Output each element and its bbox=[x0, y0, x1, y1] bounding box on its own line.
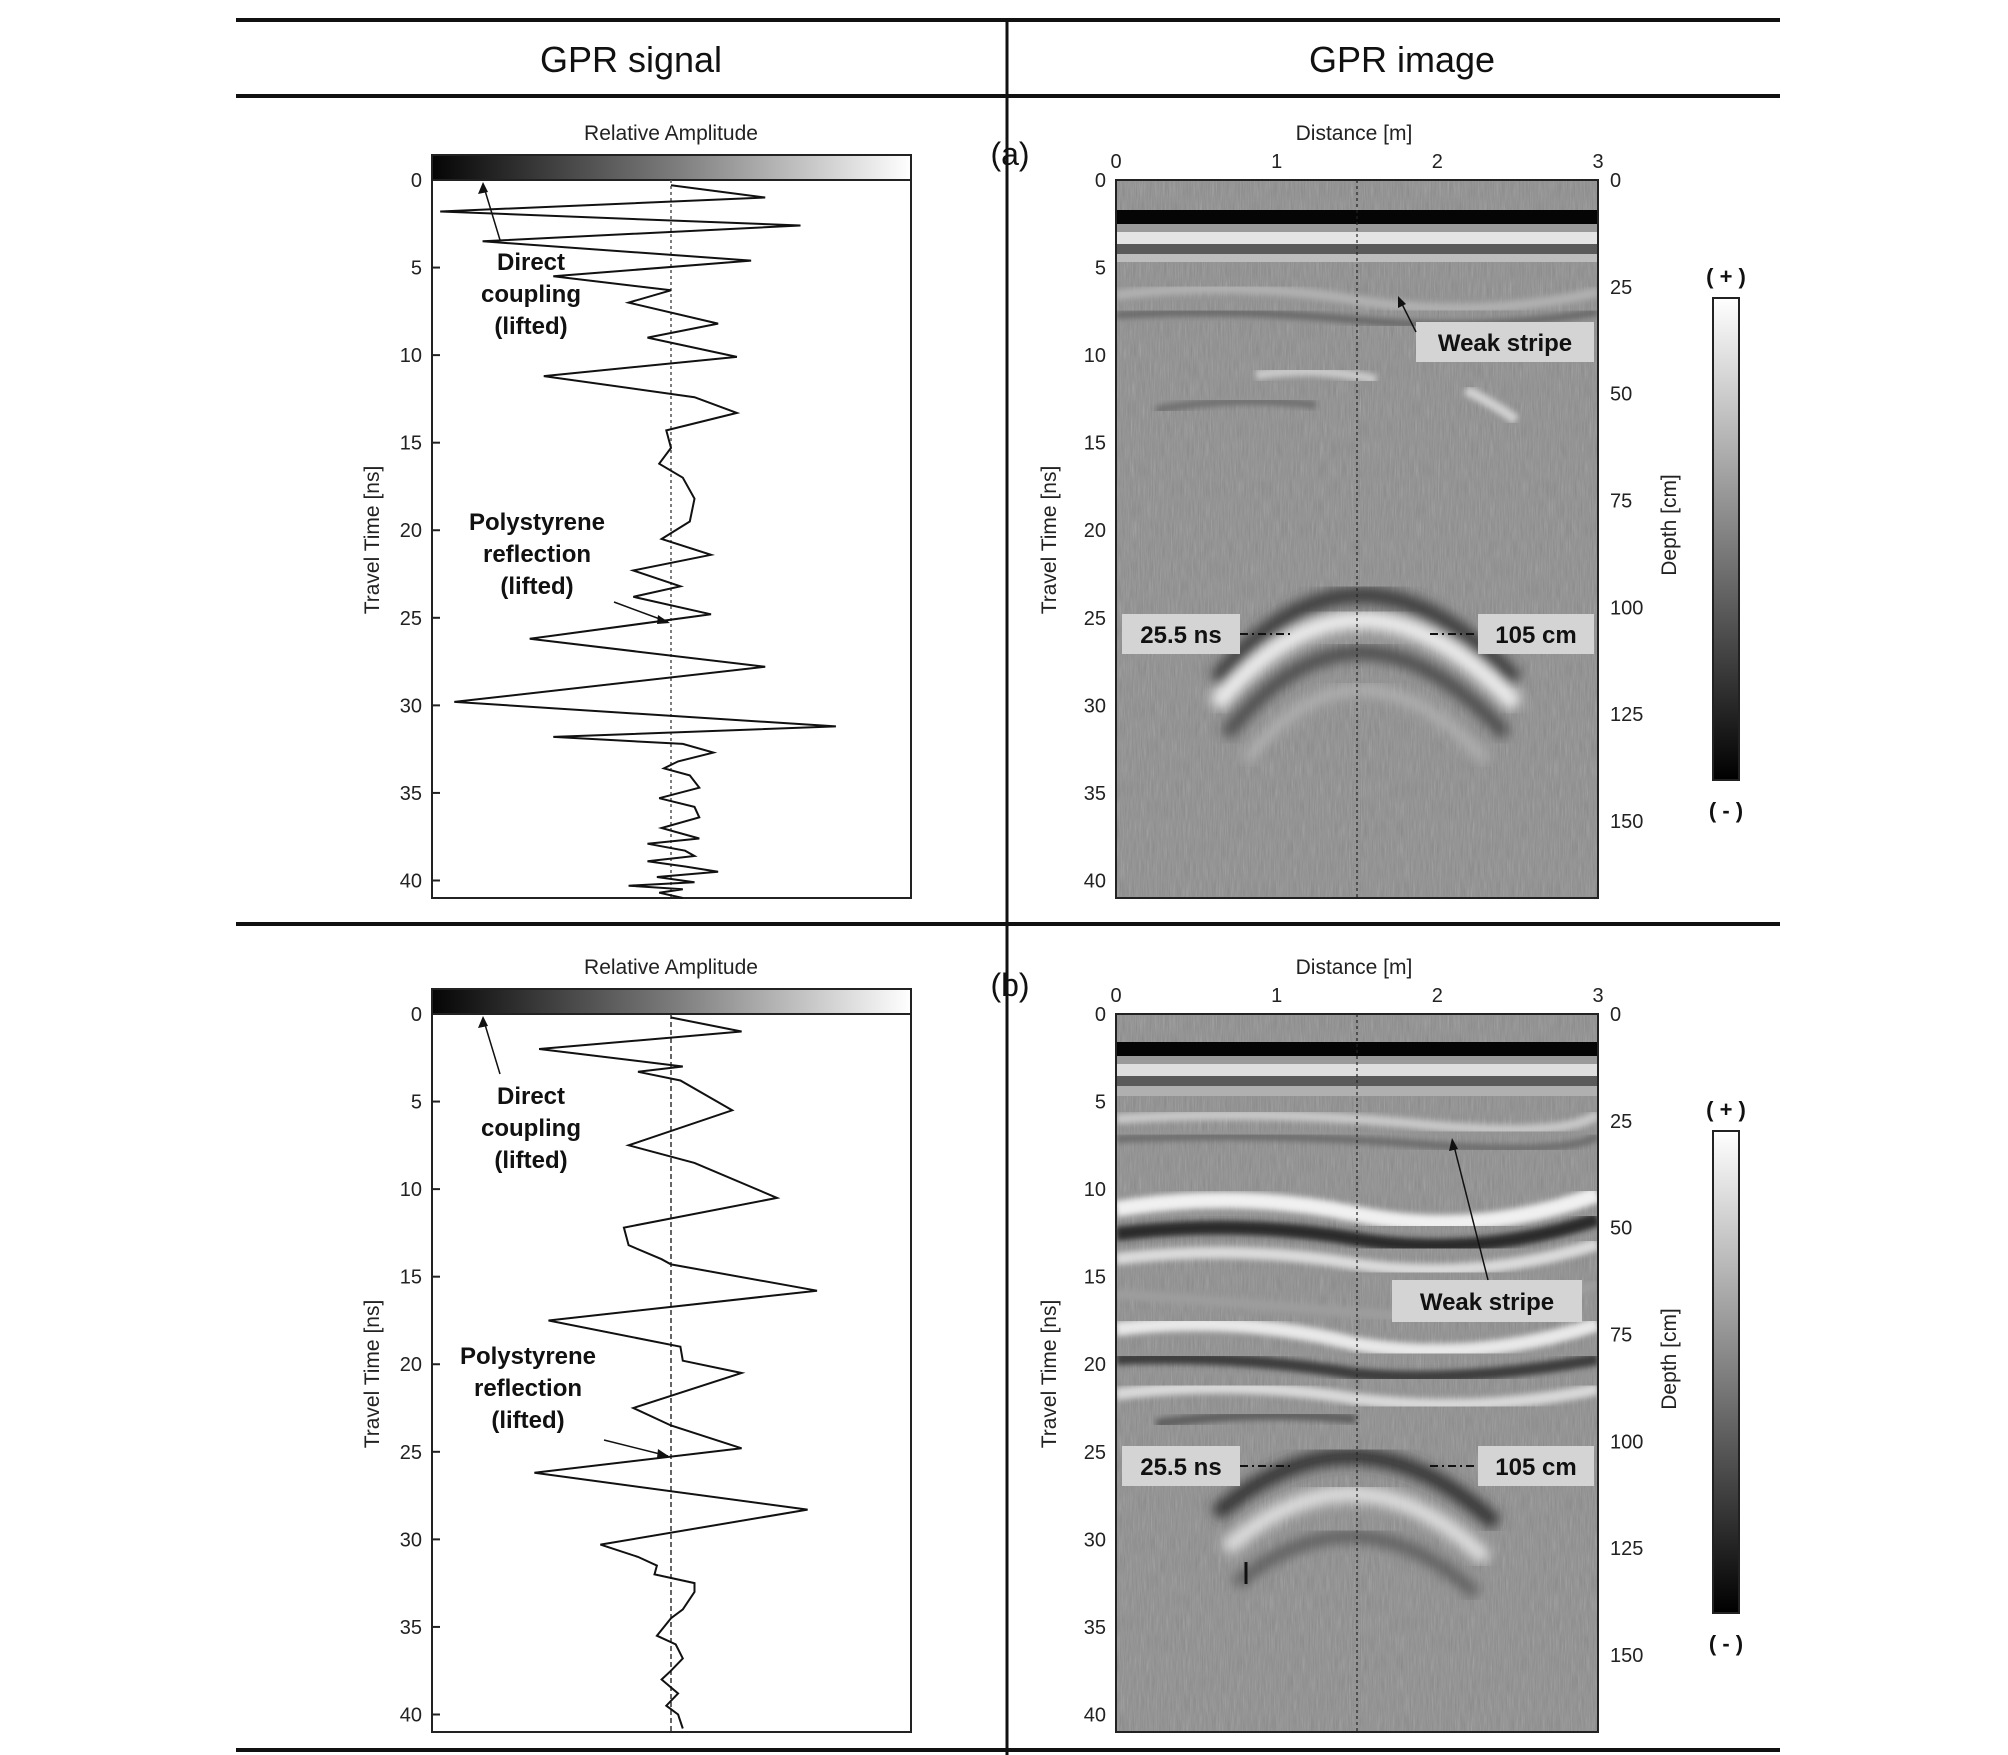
signal-ytick-label: 15 bbox=[399, 432, 422, 455]
annotation-reflection-a-line2: reflection bbox=[482, 541, 592, 568]
image-ytick-left-label: 40 bbox=[1083, 1704, 1106, 1727]
image-ytick-left-label: 10 bbox=[1083, 1179, 1106, 1202]
signal-plot-b bbox=[361, 956, 911, 1732]
colorbar-minus-a: ( - ) bbox=[1708, 798, 1744, 823]
label-time-b: 25.5 ns bbox=[1140, 1454, 1222, 1481]
image-xtick-label: 3 bbox=[1592, 151, 1604, 173]
value-colorbar-a bbox=[1713, 298, 1739, 780]
annotation-coupling-b-line3: (lifted) bbox=[494, 1147, 568, 1174]
image-ytick-left-label: 0 bbox=[1094, 170, 1106, 192]
image-ytick-right-label: 75 bbox=[1610, 490, 1633, 513]
image-ytick-right-label: 0 bbox=[1610, 1004, 1622, 1026]
radargram-b bbox=[1116, 1014, 1598, 1732]
colorbar-minus-b: ( - ) bbox=[1708, 1631, 1744, 1656]
colorbar-plus-b: ( + ) bbox=[1706, 1097, 1746, 1122]
signal-ytick-label: 25 bbox=[399, 1441, 422, 1464]
image-xtick-label: 2 bbox=[1431, 985, 1443, 1007]
image-ytick-left-label: 35 bbox=[1083, 782, 1106, 805]
annotation-reflection-a-line1: Polystyrene bbox=[468, 509, 606, 536]
arrowhead-reflection-b bbox=[657, 1449, 670, 1458]
gpr-image-b bbox=[1038, 956, 1746, 1732]
signal-ylabel-a: Travel Time [ns] bbox=[361, 465, 384, 615]
signal-ytick-label: 5 bbox=[410, 1091, 422, 1114]
image-ytick-left-label: 35 bbox=[1083, 1616, 1106, 1639]
image-ytick-right-label: 50 bbox=[1610, 1217, 1633, 1240]
image-xtick-label: 0 bbox=[1110, 151, 1122, 173]
annotation-coupling-a-line2: coupling bbox=[481, 281, 581, 308]
signal-ytick-label: 30 bbox=[399, 1529, 422, 1552]
signal-ytick-label: 20 bbox=[399, 520, 422, 543]
label-depth-a: 105 cm bbox=[1495, 622, 1577, 649]
image-ytick-left-label: 30 bbox=[1083, 695, 1106, 718]
signal-ytick-label: 0 bbox=[410, 1004, 422, 1026]
image-ylabel-left-b: Travel Time [ns] bbox=[1038, 1299, 1061, 1449]
annotation-reflection-b-line1: Polystyrene bbox=[459, 1343, 597, 1370]
annotation-reflection-a bbox=[469, 509, 605, 600]
panel-a bbox=[361, 122, 1746, 898]
image-xlabel-a: Distance [m] bbox=[1295, 122, 1413, 145]
signal-ytick-label: 25 bbox=[399, 607, 422, 630]
image-ytick-right-label: 75 bbox=[1610, 1324, 1633, 1347]
image-xtick-label: 3 bbox=[1592, 985, 1604, 1007]
image-ytick-right-label: 25 bbox=[1610, 276, 1633, 299]
image-ytick-left-label: 0 bbox=[1094, 1004, 1106, 1026]
signal-ytick-label: 15 bbox=[399, 1266, 422, 1289]
value-colorbar-b bbox=[1713, 1131, 1739, 1613]
image-ytick-left-label: 20 bbox=[1083, 1354, 1106, 1377]
image-xtick-label: 0 bbox=[1110, 985, 1122, 1007]
annotation-reflection-b bbox=[460, 1343, 596, 1434]
annotation-reflection-a-line3: (lifted) bbox=[500, 573, 574, 600]
header-right-title: GPR image bbox=[1308, 39, 1496, 80]
label-depth-b: 105 cm bbox=[1495, 1454, 1577, 1481]
colorbar-title-b: Relative Amplitude bbox=[584, 956, 758, 979]
image-ylabel-right-b: Depth [cm] bbox=[1658, 1308, 1681, 1410]
signal-ytick-label: 0 bbox=[410, 170, 422, 192]
signal-yticks-a bbox=[400, 170, 440, 892]
signal-yticks-b bbox=[400, 1004, 440, 1726]
image-ytick-right-label: 150 bbox=[1610, 811, 1644, 834]
annotation-coupling-b-line2: coupling bbox=[481, 1115, 581, 1142]
signal-ytick-label: 5 bbox=[410, 257, 422, 280]
annotation-reflection-b-line2: reflection bbox=[473, 1375, 583, 1402]
arrowhead-coupling-b bbox=[478, 1016, 488, 1028]
arrowhead-coupling-a bbox=[478, 182, 488, 194]
gpr-image-a bbox=[1038, 122, 1746, 898]
signal-ytick-label: 35 bbox=[399, 782, 422, 805]
image-ytick-left-label: 25 bbox=[1083, 607, 1106, 630]
image-xtick-label: 1 bbox=[1271, 151, 1283, 173]
image-ytick-right-label: 0 bbox=[1610, 170, 1622, 192]
image-ytick-left-label: 25 bbox=[1083, 1441, 1106, 1464]
image-ytick-left-label: 5 bbox=[1094, 257, 1106, 280]
image-ytick-left-label: 15 bbox=[1083, 432, 1106, 455]
image-ytick-right-label: 125 bbox=[1610, 1538, 1644, 1561]
panel-label-a: (a) bbox=[990, 136, 1030, 172]
image-ytick-left-label: 20 bbox=[1083, 520, 1106, 543]
image-xtick-label: 2 bbox=[1431, 151, 1443, 173]
signal-ytick-label: 40 bbox=[399, 1704, 422, 1727]
annotation-coupling-b bbox=[481, 1083, 581, 1174]
amplitude-colorbar-a bbox=[432, 155, 911, 180]
annotation-reflection-b-line3: (lifted) bbox=[491, 1407, 565, 1434]
annotation-coupling-b-line1: Direct bbox=[496, 1083, 566, 1110]
label-stripe-b: Weak stripe bbox=[1419, 1289, 1555, 1316]
annotation-coupling-a-line1: Direct bbox=[496, 249, 566, 276]
signal-ytick-label: 10 bbox=[399, 345, 422, 368]
image-xlabel-b: Distance [m] bbox=[1295, 956, 1413, 979]
label-stripe-a: Weak stripe bbox=[1437, 330, 1573, 357]
panel-b bbox=[361, 956, 1746, 1732]
signal-ytick-label: 40 bbox=[399, 870, 422, 893]
image-ytick-left-label: 40 bbox=[1083, 870, 1106, 893]
image-ytick-right-label: 50 bbox=[1610, 383, 1633, 406]
image-ylabel-left-a: Travel Time [ns] bbox=[1038, 465, 1061, 615]
panel-label-b: (b) bbox=[990, 967, 1030, 1003]
image-ytick-left-label: 15 bbox=[1083, 1266, 1106, 1289]
image-ytick-left-label: 5 bbox=[1094, 1091, 1106, 1114]
signal-ytick-label: 20 bbox=[399, 1354, 422, 1377]
colorbar-title-a: Relative Amplitude bbox=[584, 122, 758, 145]
image-ytick-left-label: 30 bbox=[1083, 1529, 1106, 1552]
signal-ytick-label: 30 bbox=[399, 695, 422, 718]
radargram-a bbox=[1116, 180, 1598, 898]
image-ytick-right-label: 150 bbox=[1610, 1645, 1644, 1668]
image-ylabel-right-a: Depth [cm] bbox=[1658, 474, 1681, 576]
label-time-a: 25.5 ns bbox=[1140, 622, 1222, 649]
image-ytick-left-label: 10 bbox=[1083, 345, 1106, 368]
header-left-title: GPR signal bbox=[539, 39, 723, 80]
image-ytick-right-label: 125 bbox=[1610, 704, 1644, 727]
amplitude-colorbar-b bbox=[432, 989, 911, 1014]
image-ytick-right-label: 100 bbox=[1610, 597, 1644, 620]
signal-ytick-label: 10 bbox=[399, 1179, 422, 1202]
image-ytick-right-label: 25 bbox=[1610, 1110, 1633, 1133]
signal-plot-a bbox=[361, 122, 911, 898]
annotation-coupling-a-line3: (lifted) bbox=[494, 313, 568, 340]
colorbar-plus-a: ( + ) bbox=[1706, 264, 1746, 289]
annotation-coupling-a bbox=[481, 249, 581, 340]
signal-ylabel-b: Travel Time [ns] bbox=[361, 1299, 384, 1449]
signal-ytick-label: 35 bbox=[399, 1616, 422, 1639]
image-xtick-label: 1 bbox=[1271, 985, 1283, 1007]
image-ytick-right-label: 100 bbox=[1610, 1431, 1644, 1454]
